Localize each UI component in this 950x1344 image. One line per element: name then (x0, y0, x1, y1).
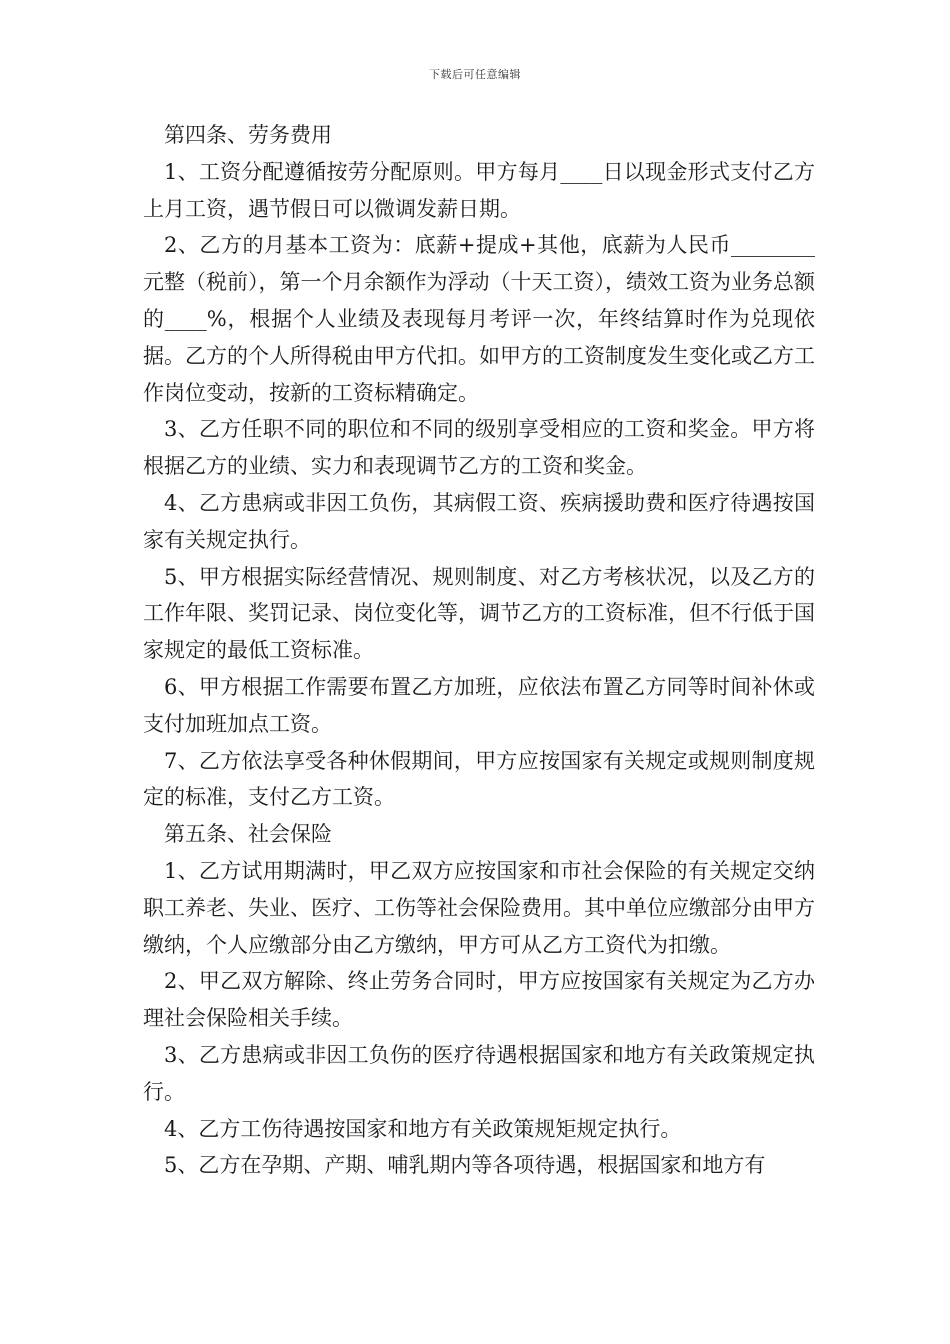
clause-4-5: 5、甲方根据实际经营情况、规则制度、对乙方考核状况，以及乙方的工作年限、奖罚记录、岗位变化等，调节乙方的工资标准，但不行低于国家规定的最低工资标准。 (143, 564, 815, 663)
clause-5-5: 5、乙方在孕期、产期、哺乳期内等各项待遇，根据国家和地方有 (164, 1153, 766, 1178)
clause-4-6: 6、甲方根据工作需要布置乙方加班，应依法布置乙方同等时间补休或支付加班加点工资。 (143, 674, 815, 736)
clause-4-1: 1、工资分配遵循按劳分配原则。甲方每月____日以现金形式支付乙方上月工资，遇节假日可以微调发薪日期。 (143, 159, 815, 221)
clause-5-1: 1、乙方试用期满时，甲乙双方应按国家和市社会保险的有关规定交纳职工养老、失业、医疗、工伤等社会保险费用。其中单位应缴部分由甲方缴纳，个人应缴部分由乙方缴纳，甲方可从乙方工资代为扣缴。 (143, 858, 815, 957)
clause-4-2: 2、乙方的月基本工资为：底薪+提成+其他，底薪为人民币________元整（税前），第一个月余额作为浮动（十天工资），绩效工资为业务总额的____%，根据个人业绩及表现每月考评一次，年终结算时作为兑现依据。乙方的个人所得税由甲方代扣。如甲方的工资制度发生变化或乙方工作岗位变动，按新的工资标精确定。 (143, 233, 815, 405)
clause-5-2: 2、甲乙双方解除、终止劳务合同时，甲方应按国家有关规定为乙方办理社会保险相关手续。 (143, 969, 815, 1031)
section-heading-5: 第五条、社会保险 (164, 822, 332, 847)
clause-5-3: 3、乙方患病或非因工负伤的医疗待遇根据国家和地方有关政策规定执行。 (143, 1042, 815, 1104)
document-body (143, 117, 815, 1184)
clause-4-7: 7、乙方依法享受各种休假期间，甲方应按国家有关规定或规则制度规定的标准，支付乙方工资。 (143, 748, 815, 810)
clause-5-4: 4、乙方工伤待遇按国家和地方有关政策规矩规定执行。 (164, 1116, 682, 1141)
section-heading-4: 第四条、劳务费用 (164, 123, 332, 147)
page-header: 下载后可任意编辑 (429, 68, 521, 81)
clause-4-3: 3、乙方任职不同的职位和不同的级别享受相应的工资和奖金。甲方将根据乙方的业绩、实力和表现调节乙方的工资和奖金。 (143, 417, 815, 479)
clause-4-4: 4、乙方患病或非因工负伤，其病假工资、疾病援助费和医疗待遇按国家有关规定执行。 (143, 490, 815, 552)
